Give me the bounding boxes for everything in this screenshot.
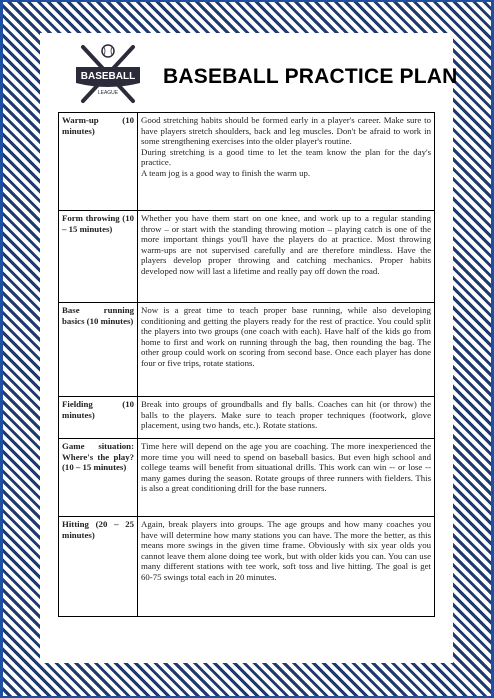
plan-row: [59, 439, 435, 517]
plan-row: [59, 211, 435, 303]
header: [40, 33, 458, 111]
logo-brand: BASEBALL: [80, 71, 136, 82]
section-description: [138, 211, 435, 303]
description-paragraph: A team jog is a good way to finish the warm up.: [141, 167, 311, 178]
baseball-league-logo: [73, 41, 143, 105]
section-label: Warm-up (10 minutes): [59, 113, 138, 211]
description-paragraph: Now is a great time to teach proper base running, while also developing conditioning and getting the players ready for the rest of practice. You could split the players into two groups (one coach with each). Have half of the kids go from home to first and work on running through the bag, then rounding the bag. The other group could work on scoring from second base. Once each player has done four or five trips, rotate stations.: [141, 305, 431, 368]
description-paragraph: During stretching is a good time to let the team know the plan for the day's practice.: [141, 146, 431, 168]
description-paragraph: Good stretching habits should be formed early in a player's career. Make sure to have players stretch shoulders, back and leg muscles. Don't be afraid to work in some strengthening exercises into the older player's routine.: [141, 115, 431, 147]
plan-row: [59, 303, 435, 397]
description-paragraph: Again, break players into groups. The age groups and how many coaches you have will determine how many stations you can have. The more the better, as this means more swings in the given time frame. Obviously with six year olds you cannot leave them alone doing tee work, but with older kids you can. You can use many different stations with tee work, soft toss and live hitting. The goal is get 60-75 swings total each in 20 minutes.: [141, 519, 431, 582]
plan-row: [59, 517, 435, 617]
practice-plan-table: [58, 112, 435, 617]
section-label: Form throwing (10 – 15 minutes): [59, 211, 138, 303]
practice-plan-body: [59, 113, 435, 617]
section-description: [138, 439, 435, 517]
logo-sub: LEAGUE: [97, 90, 119, 96]
plan-row: [59, 113, 435, 211]
section-description: [138, 517, 435, 617]
section-label: Base running basics (10 minutes): [59, 303, 138, 397]
document-sheet: [40, 33, 458, 663]
description-paragraph: Time here will depend on the age you are coaching. The more inexperienced the more time you will need to spend on baseball basics. But even high school and college teams will benefit from situational drills. This work can win -- or lose -- many games during the season. Rotate groups of three runners with fielders. This is also a great conditioning drill for the base runners.: [141, 441, 431, 494]
section-label: Hitting (20 – 25 minutes): [59, 517, 138, 617]
page-title: BASEBALL PRACTICE PLAN: [163, 65, 458, 88]
description-paragraph: Break into groups of groundballs and fly balls. Coaches can hit (or throw) the balls to the players. Make sure to teach proper techniques (footwork, glove placement, using two hands, etc.). Rotate stations.: [141, 399, 431, 431]
section-description: [138, 303, 435, 397]
section-description: [138, 397, 435, 439]
section-label: Game situation: Where's the play? (10 – 15 minutes): [59, 439, 138, 517]
section-label: Fielding (10 minutes): [59, 397, 138, 439]
plan-row: [59, 397, 435, 439]
section-description: [138, 113, 435, 211]
description-paragraph: Whether you have them start on one knee, and work up to a regular standing throw – or start with the standing throwing motion – playing catch is one of the more important things you'll have the players do at practice. Most throwing warm-ups are not supervised carefully and are therefore mindless. Have the players develop proper throwing and catching mechanics. Proper habits developed now will last a lifetime and really pay off down the road.: [141, 213, 431, 276]
